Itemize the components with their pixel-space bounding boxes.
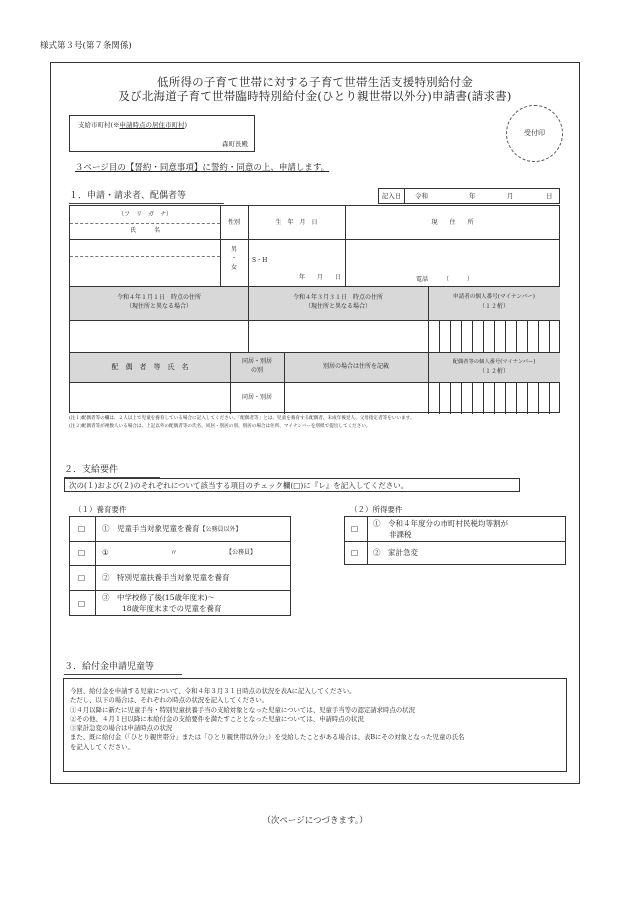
sex-male[interactable]: 男 bbox=[230, 246, 237, 253]
continued-note: （次ページにつづきます。） bbox=[262, 816, 368, 826]
addr-mar-header-1: 令和４年３月３１日 時点の住所 bbox=[292, 294, 383, 301]
mynumber-header-2: （１２桁） bbox=[478, 303, 509, 310]
applicant-table bbox=[69, 205, 560, 413]
care-item-2-tag: 【公務員】 bbox=[226, 549, 257, 556]
municipality-box bbox=[69, 115, 255, 152]
cohab-header-1: 同居・別居 bbox=[241, 358, 272, 365]
income-checkbox-2[interactable]: □ bbox=[351, 548, 359, 557]
form-number: 様式第３号(第７条関係) bbox=[40, 41, 132, 51]
municipality-name: 森町長殿 bbox=[222, 139, 248, 148]
income-req-title: （２）所得要件 bbox=[350, 505, 403, 514]
section2-title: ２．支給要件 bbox=[64, 465, 160, 478]
date-era: 令和 bbox=[415, 192, 428, 200]
section1-title: １．申請・請求者、配偶者等 bbox=[69, 191, 224, 204]
care-checkbox-2[interactable]: □ bbox=[78, 548, 86, 557]
reception-stamp: 受付印 bbox=[506, 105, 563, 162]
spouse-mynumber-header-1: 配偶者等の個人番号(マイナンバー) bbox=[452, 359, 536, 365]
section3-line-7: を記入してください。 bbox=[70, 742, 134, 751]
furigana-header: （フ リ ガ ナ） bbox=[117, 211, 172, 218]
mynumber-header-1: 申請者の個人番号(マイナンバー) bbox=[453, 294, 535, 300]
section3-line-6: また、既に給付金（「ひとり親世帯分」または「ひとり親世帯以外分」）を受給したことがある場合は、表Bにその対象となった児童の氏名 bbox=[70, 733, 465, 742]
section3-line-4: ②その他、４月１日以降に本給付金の支給要件を満たすこととなった児童については、申請時点の状況 bbox=[70, 714, 364, 723]
note-1: (注１)配偶者等の欄は、２人以上で児童を養育している場合に記入してください。「配偶者等」とは、児童を養育する配偶者、未成年後見人、父母指定者等をいいます。 bbox=[69, 416, 415, 421]
income-req-grid bbox=[344, 516, 566, 565]
section3-line-5: ③家計急変の場合は申請時点の状況 bbox=[70, 724, 173, 733]
care-checkbox-4[interactable]: □ bbox=[78, 599, 86, 608]
section3-line-1: 今回、給付金を申請する児童について、令和４年３月３１日時点の状況を表Aに記入してください。 bbox=[70, 687, 356, 695]
furigana-input[interactable] bbox=[70, 240, 220, 256]
spouse-name-header: 配 偶 者 等 氏 名 bbox=[111, 363, 189, 371]
income-item-2: ② 家計急変 bbox=[373, 548, 418, 557]
care-checkbox-3[interactable]: □ bbox=[78, 573, 86, 582]
care-checkbox-1[interactable]: □ bbox=[78, 524, 86, 533]
section3-line-2: ただし、以下の場合は、それぞれの時点の状況を記入してください。 bbox=[70, 696, 269, 705]
cohab-header-2: の別 bbox=[250, 367, 263, 374]
addr-jan-header-1: 令和４年１月１日 時点の住所 bbox=[116, 294, 201, 301]
care-item-3: ② 特別児童扶養手当対象児童を養育 bbox=[102, 573, 230, 582]
care-req-grid bbox=[69, 516, 291, 616]
section3-line-3: ①４月以降に新たに児童手当・特別児童扶養手当の支給対象となった児童については、児童手当等の認定請求時点の状況 bbox=[70, 705, 415, 714]
cohab-value[interactable]: 同居・別居 bbox=[241, 394, 272, 401]
care-item-2-num: ① bbox=[102, 548, 109, 557]
tel-field[interactable]: 電話 （ ） bbox=[416, 276, 474, 283]
income-item-1-line2: 非課税 bbox=[389, 530, 412, 539]
sex-female[interactable]: 女 bbox=[230, 264, 237, 271]
date-entry-box[interactable] bbox=[378, 188, 560, 204]
intro-text: ３ページ目の【誓約・同意事項】に誓約・同意の上、申請します。 bbox=[75, 163, 330, 173]
care-item-1: ① 児童手当対象児童を養育【公務員以外】 bbox=[102, 524, 242, 533]
addr-jan-header-2: （現住所と異なる場合） bbox=[125, 303, 192, 310]
section3-title: ３．給付金申請児童等 bbox=[64, 662, 182, 675]
date-label: 記入日 bbox=[379, 189, 405, 203]
note-2: (注２)配偶者等が複数人いる場合は、上記以外の配偶者等の氏名、同居・別居の別、別居の場合は住所、マイナンバーを別紙で提出してください。 bbox=[69, 424, 371, 429]
income-checkbox-1[interactable]: □ bbox=[351, 524, 359, 533]
sex-dot: ・ bbox=[230, 255, 237, 262]
address-header: 現 住 所 bbox=[431, 219, 474, 226]
date-month: 月 bbox=[507, 192, 514, 200]
section2-instruction: 次の(１)および(２)のそれぞれについて該当する項目のチェック欄(□)に『レ』を記入してください。 bbox=[64, 478, 520, 492]
birth-header: 生 年 月 日 bbox=[275, 219, 318, 226]
form-title-line2: 及び北海道子育て世帯臨時特別給付金(ひとり親世帯以外分)申請書(請求書) bbox=[118, 89, 512, 103]
spouse-mynumber-header-2: （１２桁） bbox=[478, 368, 509, 375]
care-item-4: ③ 中学校修了後(15歳年度末)～ bbox=[102, 593, 215, 602]
addr-mar-header-2: （現住所と異なる場合） bbox=[304, 303, 371, 310]
name-header: 氏 名 bbox=[129, 227, 160, 234]
date-year: 年 bbox=[469, 192, 476, 200]
sex-header: 性別 bbox=[227, 219, 240, 226]
separate-addr-header: 別居の場合は住所を記載 bbox=[322, 363, 389, 370]
care-item-2-ditto: 〃 bbox=[170, 548, 178, 557]
name-input[interactable] bbox=[70, 257, 220, 286]
form-title-line1: 低所得の子育て世帯に対する子育て世帯生活支援特別給付金 bbox=[157, 75, 473, 89]
date-day: 日 bbox=[546, 192, 553, 200]
municipality-label: 支給市町村(※申請時点の居住市町村) bbox=[78, 121, 188, 129]
birth-era[interactable]: S・H bbox=[252, 257, 268, 264]
care-item-4-line2: 18歳年度末までの児童を養育 bbox=[122, 604, 222, 613]
birth-ymd[interactable]: 年 月 日 bbox=[298, 274, 341, 281]
income-item-1: ① 令和４年度分の市町村民税均等割が bbox=[373, 519, 508, 528]
care-req-title: （１）養育要件 bbox=[74, 505, 127, 514]
section3-instructions bbox=[63, 678, 567, 772]
